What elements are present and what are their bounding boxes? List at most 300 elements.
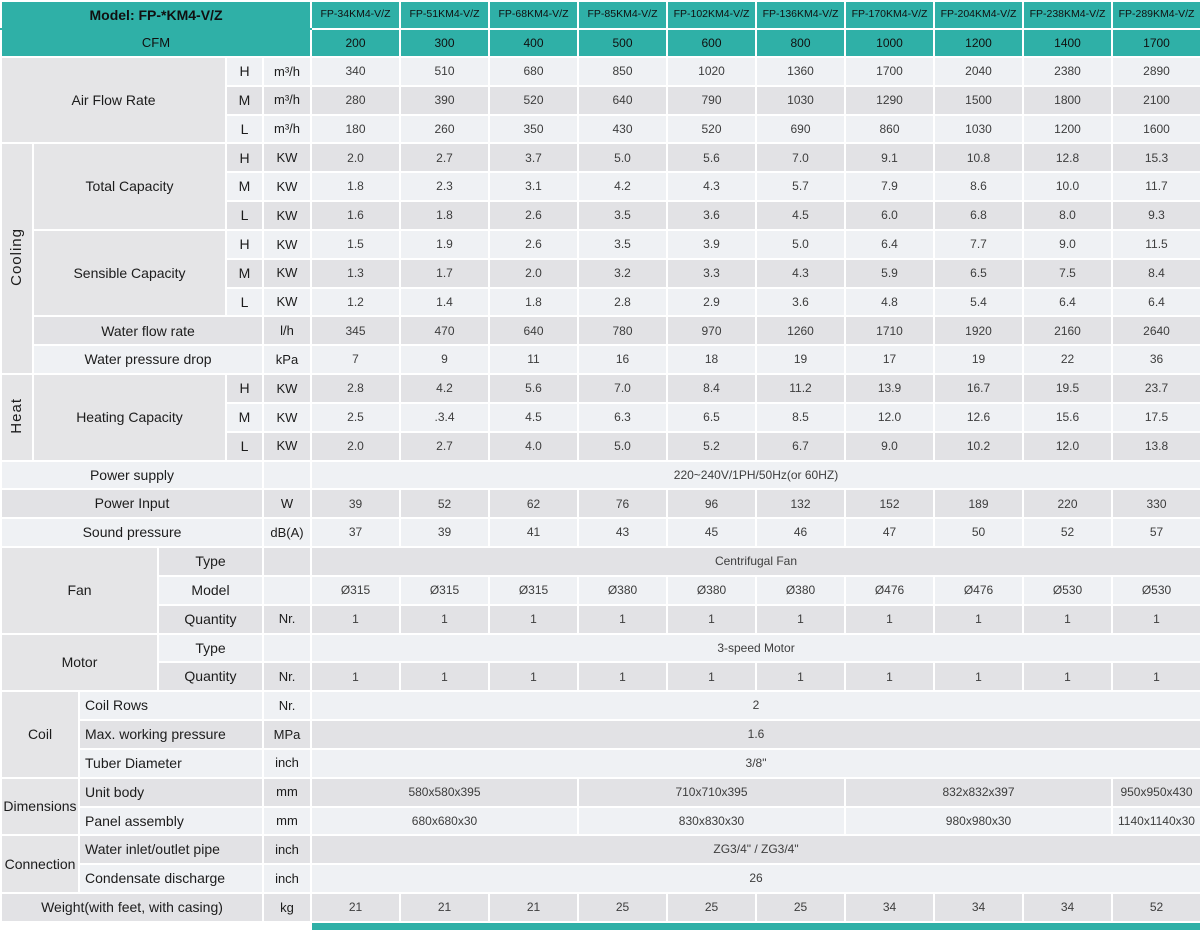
data-cell: 1.7 (400, 259, 489, 288)
data-cell: 1 (311, 662, 400, 691)
model-name-cell: FP-34KM4-V/Z (311, 1, 400, 29)
row-label: Air Flow Rate (1, 57, 226, 143)
unit-label: l/h (263, 316, 311, 345)
data-cell: 1140x1140x30 (1112, 807, 1200, 836)
data-cell: 9.1 (845, 143, 934, 172)
data-cell: 830x830x30 (578, 807, 845, 836)
data-cell: 5.7 (756, 172, 845, 201)
unit-label (263, 634, 311, 663)
data-cell: 1020 (667, 57, 756, 86)
data-cell: 1 (400, 662, 489, 691)
table-row (1, 922, 1200, 931)
model-name-cell: FP-51KM4-V/Z (400, 1, 489, 29)
data-cell: 13.9 (845, 374, 934, 403)
group-label-text: Cooling (8, 227, 26, 286)
data-cell: 1 (845, 605, 934, 634)
spacer-cell (1, 922, 311, 931)
data-cell: 43 (578, 518, 667, 547)
speed-label: L (226, 432, 263, 461)
cfm-value-cell: 1400 (1023, 29, 1112, 57)
table-row (1, 691, 1200, 720)
data-cell: 18 (667, 345, 756, 374)
data-cell: 640 (578, 86, 667, 115)
data-cell: 970 (667, 316, 756, 345)
data-cell: 39 (311, 489, 400, 518)
data-cell: 780 (578, 316, 667, 345)
data-cell: 690 (756, 115, 845, 144)
data-cell: 4.0 (489, 432, 578, 461)
table-row (1, 518, 1200, 547)
data-cell: 710x710x395 (578, 778, 845, 807)
row-label: Motor (1, 634, 158, 692)
data-cell: 1.8 (489, 288, 578, 317)
data-cell: 2040 (934, 57, 1023, 86)
data-cell: 9 (400, 345, 489, 374)
row-label: Power supply (1, 461, 263, 490)
row-label: Power Input (1, 489, 263, 518)
table-row (1, 720, 1200, 749)
data-cell: 2.7 (400, 432, 489, 461)
data-cell: 640 (489, 316, 578, 345)
data-cell: 6.7 (756, 432, 845, 461)
cfm-value-cell: 500 (578, 29, 667, 57)
data-cell: 5.2 (667, 432, 756, 461)
data-cell: 22 (1023, 345, 1112, 374)
row-label: Unit body (79, 778, 263, 807)
table-row (1, 547, 1200, 576)
unit-label: inch (263, 835, 311, 864)
cfm-value-cell: 300 (400, 29, 489, 57)
row-label: Sensible Capacity (33, 230, 226, 316)
row-label: Fan (1, 547, 158, 633)
data-cell: 1600 (1112, 115, 1200, 144)
data-cell: 45 (667, 518, 756, 547)
data-cell: 5.0 (578, 143, 667, 172)
unit-label: KW (263, 172, 311, 201)
data-cell: Ø530 (1023, 576, 1112, 605)
data-cell: 510 (400, 57, 489, 86)
unit-label: KW (263, 288, 311, 317)
data-cell: 1800 (1023, 86, 1112, 115)
unit-label: KW (263, 403, 311, 432)
unit-label: m³/h (263, 57, 311, 86)
data-cell: .3.4 (400, 403, 489, 432)
data-cell: 1 (1112, 605, 1200, 634)
unit-label: KW (263, 143, 311, 172)
data-cell: 4.3 (667, 172, 756, 201)
speed-label: L (226, 288, 263, 317)
data-cell: Ø380 (667, 576, 756, 605)
data-cell: 1030 (756, 86, 845, 115)
data-cell: 57 (1112, 518, 1200, 547)
table-row (1, 893, 1200, 922)
data-cell: 3.9 (667, 230, 756, 259)
data-cell: 1 (1112, 662, 1200, 691)
data-cell: 19.5 (1023, 374, 1112, 403)
data-cell: 5.4 (934, 288, 1023, 317)
data-cell: 7.9 (845, 172, 934, 201)
data-cell: 1.6 (311, 201, 400, 230)
data-cell: 17.5 (1112, 403, 1200, 432)
data-cell: 950x950x430 (1112, 778, 1200, 807)
data-cell: 3.2 (578, 259, 667, 288)
data-cell: 1.8 (311, 172, 400, 201)
data-cell: 430 (578, 115, 667, 144)
data-cell: 46 (756, 518, 845, 547)
data-cell: Ø315 (489, 576, 578, 605)
unit-label: W (263, 489, 311, 518)
bottom-teal-strip (311, 922, 1200, 931)
unit-label: MPa (263, 720, 311, 749)
data-cell: 1 (578, 605, 667, 634)
unit-label: inch (263, 749, 311, 778)
data-cell: 34 (1023, 893, 1112, 922)
data-cell: 1 (845, 662, 934, 691)
data-cell: 47 (845, 518, 934, 547)
data-cell: 10.8 (934, 143, 1023, 172)
data-cell: 3/8" (311, 749, 1200, 778)
table-body (1, 1, 1200, 931)
data-cell: 7.0 (756, 143, 845, 172)
row-label: Condensate discharge (79, 864, 263, 893)
data-cell: 2.3 (400, 172, 489, 201)
data-cell: 152 (845, 489, 934, 518)
unit-label: KW (263, 201, 311, 230)
data-cell: 1 (400, 605, 489, 634)
row-label: Max. working pressure (79, 720, 263, 749)
model-name-cell: FP-289KM4-V/Z (1112, 1, 1200, 29)
table-row (1, 864, 1200, 893)
data-cell: 9.0 (845, 432, 934, 461)
group-label-text: Heat (8, 397, 26, 434)
data-cell: 96 (667, 489, 756, 518)
data-cell: 19 (934, 345, 1023, 374)
data-cell: 1.9 (400, 230, 489, 259)
data-cell: 1.6 (311, 720, 1200, 749)
data-cell: 1 (489, 605, 578, 634)
data-cell: 1 (1023, 605, 1112, 634)
data-cell: 26 (311, 864, 1200, 893)
data-cell: 3.3 (667, 259, 756, 288)
data-cell: 4.2 (578, 172, 667, 201)
speed-label: H (226, 57, 263, 86)
model-name-cell: FP-136KM4-V/Z (756, 1, 845, 29)
row-label: Type (158, 547, 263, 576)
table-row (1, 461, 1200, 490)
data-cell: 1 (489, 662, 578, 691)
data-cell: 1030 (934, 115, 1023, 144)
data-cell: 2.7 (400, 143, 489, 172)
data-cell: 1920 (934, 316, 1023, 345)
table-row (1, 835, 1200, 864)
cfm-value-cell: 1200 (934, 29, 1023, 57)
unit-label: inch (263, 864, 311, 893)
data-cell: 17 (845, 345, 934, 374)
speed-label: H (226, 143, 263, 172)
data-cell: Ø530 (1112, 576, 1200, 605)
row-label: Sound pressure (1, 518, 263, 547)
row-label: Coil (1, 691, 79, 777)
data-cell: 2 (311, 691, 1200, 720)
data-cell: 330 (1112, 489, 1200, 518)
speed-label: M (226, 86, 263, 115)
table-row (1, 29, 1200, 57)
row-label: Water inlet/outlet pipe (79, 835, 263, 864)
row-label: Weight(with feet, with casing) (1, 893, 263, 922)
unit-label: KW (263, 432, 311, 461)
data-cell: 50 (934, 518, 1023, 547)
data-cell: 6.4 (845, 230, 934, 259)
data-cell: 1.5 (311, 230, 400, 259)
table-row (1, 316, 1200, 345)
data-cell: 1.3 (311, 259, 400, 288)
data-cell: 37 (311, 518, 400, 547)
cfm-value-cell: 800 (756, 29, 845, 57)
unit-label: dB(A) (263, 518, 311, 547)
cfm-value-cell: 600 (667, 29, 756, 57)
data-cell: 1.8 (400, 201, 489, 230)
row-label: Type (158, 634, 263, 663)
data-cell: 1500 (934, 86, 1023, 115)
group-label (1, 374, 33, 460)
data-cell: 1.4 (400, 288, 489, 317)
data-cell: 470 (400, 316, 489, 345)
data-cell: 2160 (1023, 316, 1112, 345)
data-cell: 41 (489, 518, 578, 547)
data-cell: 345 (311, 316, 400, 345)
data-cell: 220 (1023, 489, 1112, 518)
unit-label: KW (263, 230, 311, 259)
data-cell: 8.0 (1023, 201, 1112, 230)
data-cell: 25 (756, 893, 845, 922)
data-cell: 5.0 (578, 432, 667, 461)
model-name-cell: FP-170KM4-V/Z (845, 1, 934, 29)
unit-label: Nr. (263, 662, 311, 691)
table-row (1, 749, 1200, 778)
data-cell: 34 (845, 893, 934, 922)
speed-label: H (226, 230, 263, 259)
data-cell: 2.6 (489, 201, 578, 230)
data-cell: 2.8 (311, 374, 400, 403)
data-cell: 19 (756, 345, 845, 374)
row-label: Connection (1, 835, 79, 893)
data-cell: 2.0 (489, 259, 578, 288)
data-cell: 12.8 (1023, 143, 1112, 172)
data-cell: 25 (667, 893, 756, 922)
unit-label: KW (263, 374, 311, 403)
data-cell: 36 (1112, 345, 1200, 374)
data-cell: 1.2 (311, 288, 400, 317)
data-cell: 1360 (756, 57, 845, 86)
data-cell: 62 (489, 489, 578, 518)
data-cell: 2.5 (311, 403, 400, 432)
table-row (1, 778, 1200, 807)
unit-label (263, 576, 311, 605)
model-name-cell: FP-85KM4-V/Z (578, 1, 667, 29)
data-cell: 12.0 (1023, 432, 1112, 461)
data-cell: 7.5 (1023, 259, 1112, 288)
cfm-label: CFM (1, 29, 311, 57)
row-label: Heating Capacity (33, 374, 226, 460)
data-cell: 260 (400, 115, 489, 144)
data-cell: 11.5 (1112, 230, 1200, 259)
data-cell: 1 (756, 662, 845, 691)
cfm-value-cell: 200 (311, 29, 400, 57)
unit-label (263, 547, 311, 576)
data-cell: Ø315 (400, 576, 489, 605)
data-cell: 1 (311, 605, 400, 634)
data-cell: 3.1 (489, 172, 578, 201)
data-cell: 3-speed Motor (311, 634, 1200, 663)
data-cell: 3.6 (756, 288, 845, 317)
row-label: Dimensions (1, 778, 79, 836)
data-cell: 850 (578, 57, 667, 86)
data-cell: 52 (1112, 893, 1200, 922)
table-row (1, 1, 1200, 29)
data-cell: 1700 (845, 57, 934, 86)
data-cell: 2.0 (311, 432, 400, 461)
data-cell: 52 (400, 489, 489, 518)
data-cell: 4.2 (400, 374, 489, 403)
row-label: Quantity (158, 662, 263, 691)
data-cell: 9.3 (1112, 201, 1200, 230)
unit-label: kg (263, 893, 311, 922)
data-cell: 21 (400, 893, 489, 922)
data-cell: 8.6 (934, 172, 1023, 201)
model-name-cell: FP-68KM4-V/Z (489, 1, 578, 29)
data-cell: 832x832x397 (845, 778, 1112, 807)
table-row (1, 345, 1200, 374)
data-cell: 280 (311, 86, 400, 115)
unit-label: mm (263, 807, 311, 836)
data-cell: 2.8 (578, 288, 667, 317)
data-cell: 6.0 (845, 201, 934, 230)
data-cell: 790 (667, 86, 756, 115)
data-cell: 5.0 (756, 230, 845, 259)
data-cell: Centrifugal Fan (311, 547, 1200, 576)
data-cell: 980x980x30 (845, 807, 1112, 836)
data-cell: 7.0 (578, 374, 667, 403)
data-cell: 21 (311, 893, 400, 922)
data-cell: 2.6 (489, 230, 578, 259)
data-cell: 13.8 (1112, 432, 1200, 461)
data-cell: 34 (934, 893, 1023, 922)
data-cell: 1290 (845, 86, 934, 115)
unit-label: Nr. (263, 605, 311, 634)
unit-label: Nr. (263, 691, 311, 720)
data-cell: Ø476 (934, 576, 1023, 605)
table-row (1, 230, 1200, 259)
data-cell: 3.6 (667, 201, 756, 230)
data-cell: 1710 (845, 316, 934, 345)
data-cell: 220~240V/1PH/50Hz(or 60HZ) (311, 461, 1200, 490)
unit-label (263, 461, 311, 490)
data-cell: 6.5 (667, 403, 756, 432)
data-cell: 1200 (1023, 115, 1112, 144)
table-row (1, 807, 1200, 836)
data-cell: 8.5 (756, 403, 845, 432)
data-cell: 6.8 (934, 201, 1023, 230)
row-label: Tuber Diameter (79, 749, 263, 778)
data-cell: 76 (578, 489, 667, 518)
cfm-value-cell: 400 (489, 29, 578, 57)
data-cell: 1 (934, 662, 1023, 691)
speed-label: M (226, 403, 263, 432)
table-row (1, 605, 1200, 634)
data-cell: 180 (311, 115, 400, 144)
data-cell: 12.6 (934, 403, 1023, 432)
speed-label: H (226, 374, 263, 403)
model-name-cell: FP-204KM4-V/Z (934, 1, 1023, 29)
table-row (1, 374, 1200, 403)
data-cell: 39 (400, 518, 489, 547)
data-cell: 1 (578, 662, 667, 691)
data-cell: 3.5 (578, 230, 667, 259)
model-name-cell: FP-238KM4-V/Z (1023, 1, 1112, 29)
data-cell: 2890 (1112, 57, 1200, 86)
data-cell: 350 (489, 115, 578, 144)
unit-label: kPa (263, 345, 311, 374)
model-name-cell: FP-102KM4-V/Z (667, 1, 756, 29)
data-cell: 9.0 (1023, 230, 1112, 259)
data-cell: 1 (934, 605, 1023, 634)
data-cell: 2.9 (667, 288, 756, 317)
row-label: Total Capacity (33, 143, 226, 229)
data-cell: 580x580x395 (311, 778, 578, 807)
data-cell: 16 (578, 345, 667, 374)
data-cell: Ø476 (845, 576, 934, 605)
row-label: Panel assembly (79, 807, 263, 836)
data-cell: 12.0 (845, 403, 934, 432)
data-cell: 11.7 (1112, 172, 1200, 201)
table-row (1, 634, 1200, 663)
data-cell: 10.0 (1023, 172, 1112, 201)
cfm-value-cell: 1700 (1112, 29, 1200, 57)
data-cell: 11 (489, 345, 578, 374)
data-cell: 2380 (1023, 57, 1112, 86)
data-cell: 5.9 (845, 259, 934, 288)
table-row (1, 662, 1200, 691)
data-cell: 3.5 (578, 201, 667, 230)
row-label: Quantity (158, 605, 263, 634)
data-cell: 680x680x30 (311, 807, 578, 836)
data-cell: 4.5 (756, 201, 845, 230)
data-cell: 5.6 (667, 143, 756, 172)
data-cell: 7 (311, 345, 400, 374)
data-cell: 520 (667, 115, 756, 144)
speed-label: M (226, 259, 263, 288)
data-cell: 2.0 (311, 143, 400, 172)
data-cell: 15.3 (1112, 143, 1200, 172)
row-label: Water pressure drop (33, 345, 263, 374)
row-label: Coil Rows (79, 691, 263, 720)
model-title: Model: FP-*KM4-V/Z (1, 1, 311, 29)
data-cell: 2640 (1112, 316, 1200, 345)
table-row (1, 489, 1200, 518)
data-cell: 4.8 (845, 288, 934, 317)
data-cell: 340 (311, 57, 400, 86)
data-cell: 520 (489, 86, 578, 115)
data-cell: 680 (489, 57, 578, 86)
data-cell: 6.4 (1112, 288, 1200, 317)
data-cell: 15.6 (1023, 403, 1112, 432)
unit-label: KW (263, 259, 311, 288)
data-cell: 8.4 (1112, 259, 1200, 288)
data-cell: 52 (1023, 518, 1112, 547)
data-cell: 1 (756, 605, 845, 634)
data-cell: 2100 (1112, 86, 1200, 115)
cfm-value-cell: 1000 (845, 29, 934, 57)
